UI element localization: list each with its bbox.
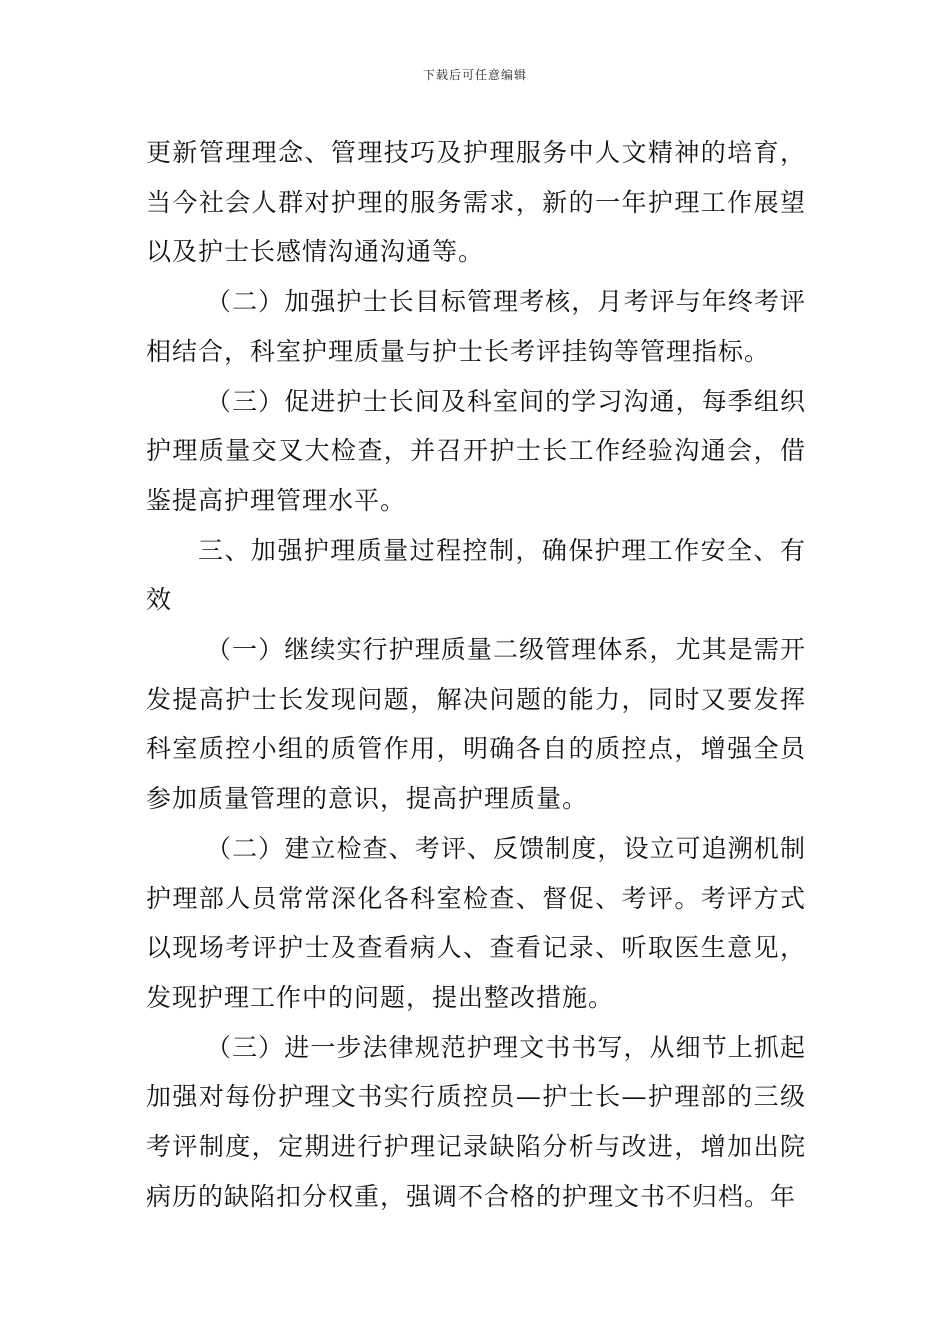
paragraph-item-2-3: （三）促进护士长间及科室间的学习沟通，每季组织护理质量交叉大检查，并召开护士长工作经验沟通会，借鉴提高护理管理水平。 xyxy=(146,386,806,515)
paragraph-item-3-3: （三）进一步法律规范护理文书书写，从细节上抓起加强对每份护理文书实行质控员—护士长—护理部的三级考评制度，定期进行护理记录缺陷分析与改进，增加出院病历的缺陷扣分权重，强调不合格的护理文书不归档。年 xyxy=(146,1032,806,1211)
paragraph-item-3-2: （二）建立检查、考评、反馈制度，设立可追溯机制护理部人员常常深化各科室检查、督促、考评。考评方式以现场考评护士及查看病人、查看记录、听取医生意见，发现护理工作中的问题，提出整改措施。 xyxy=(146,833,806,1012)
paragraph-continuation: 更新管理理念、管理技巧及护理服务中人文精神的培育，当今社会人群对护理的服务需求，新的一年护理工作展望以及护士长感情沟通沟通等。 xyxy=(146,138,806,267)
header-note: 下载后可任意编辑 xyxy=(422,68,527,82)
paragraph-item-2-2: （二）加强护士长目标管理考核，月考评与年终考评相结合，科室护理质量与护士长考评挂钩等管理指标。 xyxy=(146,287,806,366)
document-body xyxy=(146,128,806,1221)
paragraph-item-3-1: （一）继续实行护理质量二级管理体系，尤其是需开发提高护士长发现问题，解决问题的能力，同时又要发挥科室质控小组的质管作用，明确各自的质控点，增强全员参加质量管理的意识，提高护理质量。 xyxy=(146,635,806,814)
section-heading-3: 三、加强护理质量过程控制，确保护理工作安全、有效 xyxy=(146,535,806,615)
